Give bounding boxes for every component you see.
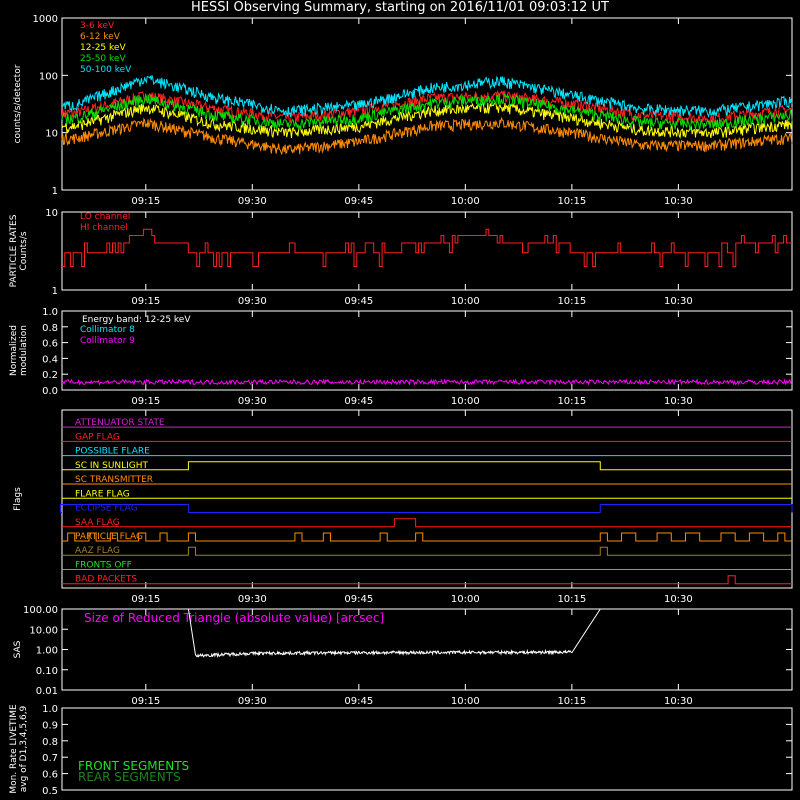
y-tick-label: 0.01: [35, 686, 58, 697]
legend-entry: 6-12 keV: [80, 32, 120, 42]
legend-entry: 12-25 keV: [80, 43, 126, 53]
x-tick-label: 09:45: [344, 594, 374, 605]
y-axis-label: Flags: [13, 487, 23, 511]
flag-label: SAA FLAG: [75, 517, 120, 528]
x-tick-label: 10:00: [450, 696, 480, 707]
series-line-collimator-9: [62, 380, 792, 385]
x-tick-label: 09:45: [344, 196, 374, 207]
x-tick-label: 09:15: [131, 396, 161, 407]
flag-label: BAD PACKETS: [75, 574, 138, 585]
x-tick-label: 10:15: [557, 594, 587, 605]
y-tick-label: 0.6: [42, 338, 58, 350]
legend-entry: REAR SEGMENTS: [78, 770, 181, 784]
x-tick-label: 09:15: [131, 594, 161, 605]
y-tick-label: 0.10: [35, 665, 58, 677]
x-tick-label: 09:15: [131, 196, 161, 207]
x-tick-label: 10:30: [663, 696, 693, 707]
legend-entry: 25-50 keV: [80, 54, 126, 64]
flag-label: ECLIPSE FLAG: [75, 503, 138, 514]
x-tick-label: 10:15: [557, 296, 587, 307]
y-tick-label: 10: [45, 128, 58, 140]
x-tick-label: 09:30: [237, 196, 267, 207]
flag-trace-bad-packets: [62, 576, 792, 584]
y-tick-label: 100: [38, 71, 58, 83]
flag-label: ATTENUATOR STATE: [75, 418, 165, 429]
flag-label: SC TRANSMITTER: [75, 475, 154, 486]
flag-trace-eclipse-flag: [61, 505, 792, 513]
x-tick-label: 10:15: [557, 696, 587, 707]
y-tick-label: 0.8: [42, 736, 58, 748]
x-tick-label: 09:45: [344, 396, 374, 407]
flag-label: FRONTS OFF: [75, 560, 132, 571]
flag-trace-particle-flag: [62, 533, 792, 541]
x-tick-label: 10:00: [450, 396, 480, 407]
flag-trace-sc-in-sunlight: [62, 462, 792, 470]
y-tick-label: 0.6: [42, 769, 58, 781]
legend-entry: Collimator 9: [80, 336, 135, 346]
series-line-3-6-kev: [62, 91, 792, 124]
x-tick-label: 09:30: [237, 296, 267, 307]
legend-entry: 3-6 keV: [80, 21, 115, 31]
flag-label: AAZ FLAG: [75, 546, 120, 557]
plot-frame-particle-rates: [62, 212, 792, 290]
flag-label: GAP FLAG: [75, 432, 120, 443]
flag-label: POSSIBLE FLARE: [75, 446, 150, 457]
y-tick-label: 0.5: [42, 786, 58, 797]
panel-annotation: Size of Reduced Triangle (absolute value) [arcsec]: [84, 611, 385, 625]
y-tick-label: 0.7: [42, 753, 58, 765]
x-tick-label: 09:30: [237, 396, 267, 407]
y-axis-label-2: modulation: [19, 325, 29, 376]
x-tick-label: 09:30: [237, 594, 267, 605]
y-axis-label: counts/s/detector: [13, 64, 23, 144]
y-axis-label: Normalized: [9, 324, 19, 377]
plot-frame-flags: [62, 410, 792, 588]
y-tick-label: 0.2: [42, 370, 58, 382]
y-tick-label: 0.8: [42, 322, 58, 334]
y-tick-label: 1: [51, 186, 58, 197]
x-tick-label: 09:15: [131, 296, 161, 307]
x-tick-label: 10:00: [450, 196, 480, 207]
y-tick-label: 1.0: [42, 307, 58, 318]
y-axis-label: PARTICLE RATES: [9, 214, 19, 288]
y-tick-label: 10.00: [29, 625, 58, 637]
x-tick-label: 10:00: [450, 594, 480, 605]
y-tick-label: 10: [45, 208, 58, 219]
y-tick-label: 1: [51, 286, 58, 297]
page-title: HESSI Observing Summary, starting on 2016/11/01 09:03:12 UT: [191, 0, 609, 15]
y-tick-label: 1.00: [35, 645, 58, 657]
x-tick-label: 09:30: [237, 696, 267, 707]
y-axis-label: SAS: [13, 640, 23, 659]
y-axis-label-2: Counts/s: [19, 231, 29, 271]
x-tick-label: 09:15: [131, 696, 161, 707]
x-tick-label: 10:30: [663, 296, 693, 307]
flag-trace-saa-flag: [62, 519, 792, 527]
y-tick-label: 1.0: [42, 704, 58, 715]
panel-annotation: Energy band: 12-25 keV: [82, 315, 191, 325]
y-tick-label: 0.4: [42, 354, 58, 366]
y-axis-label: Mon. Rate LIVETIME: [9, 704, 19, 794]
legend-entry: HI channel: [80, 223, 128, 233]
x-tick-label: 10:15: [557, 396, 587, 407]
x-tick-label: 10:30: [663, 396, 693, 407]
legend-entry: LO channel: [80, 212, 131, 222]
series-line-hi-channel: [62, 229, 792, 266]
legend-entry: FRONT SEGMENTS: [78, 759, 190, 773]
x-tick-label: 09:45: [344, 696, 374, 707]
y-tick-label: 0.9: [42, 720, 58, 732]
x-tick-label: 10:30: [663, 196, 693, 207]
y-tick-label: 1000: [32, 14, 58, 25]
x-tick-label: 10:15: [557, 196, 587, 207]
legend-entry: Collimator 8: [80, 325, 135, 335]
flag-label: PARTICLE FLAG: [75, 532, 143, 543]
x-tick-label: 10:00: [450, 296, 480, 307]
x-tick-label: 10:30: [663, 594, 693, 605]
y-tick-label: 100.00: [23, 605, 58, 616]
legend-entry: 50-100 keV: [80, 65, 132, 75]
y-axis-label-2: avg of D1,3,4,5,6,9: [19, 705, 29, 793]
flag-label: FLARE FLAG: [75, 489, 130, 500]
y-tick-label: 0.0: [42, 386, 58, 397]
x-tick-label: 09:45: [344, 296, 374, 307]
flag-trace-aaz-flag: [62, 547, 792, 555]
flag-label: SC IN SUNLIGHT: [75, 460, 149, 471]
